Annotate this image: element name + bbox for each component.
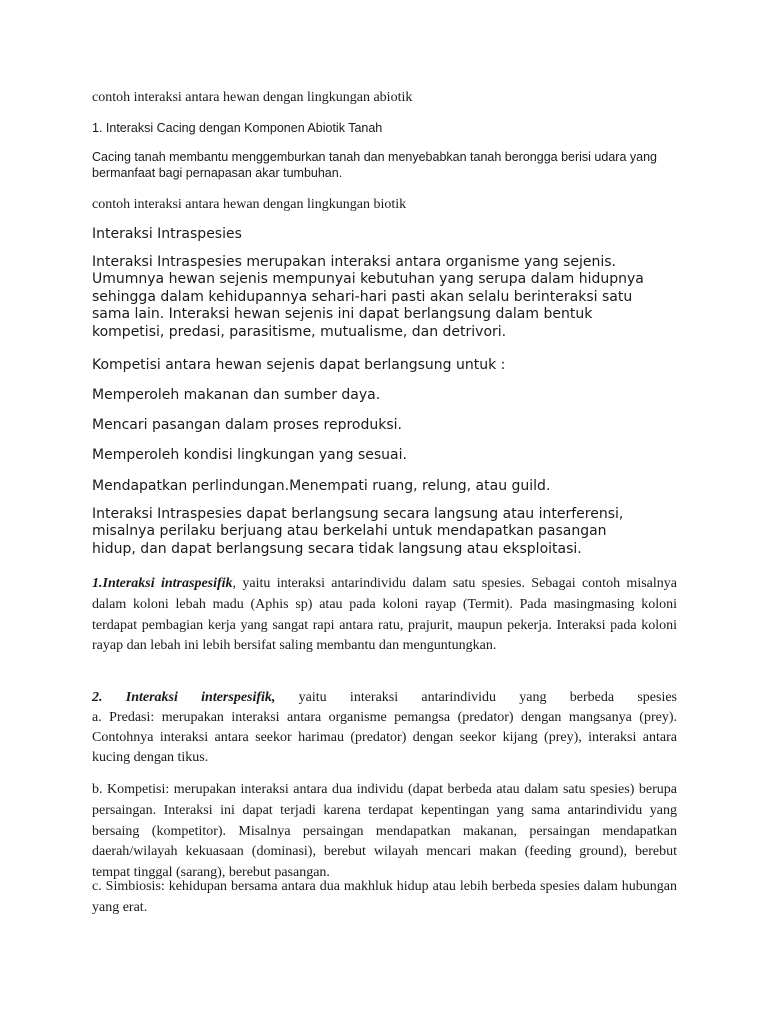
kompetisi-intro: Kompetisi antara hewan sejenis dapat berlangsung untuk : [92, 357, 506, 373]
kompetisi-item: Memperoleh kondisi lingkungan yang sesuai. [92, 447, 407, 463]
subheading-intraspesies: Interaksi Intraspesies [92, 226, 242, 242]
subheading-cacing: 1. Interaksi Cacing dengan Komponen Abiotik Tanah [92, 121, 383, 135]
kompetisi-item: Mencari pasangan dalam proses reproduksi. [92, 417, 402, 433]
intraspesifik-text: , yaitu interaksi antarindividu dalam satu spesies. Sebagai contoh misalnya dalam koloni lebah madu (Aphis sp) atau pada koloni rayap (Termit). Pada masingmasing koloni terdapat pembagian kerja yang sangat rapi antara ratu, prajurit, maupun pekerja. Interaksi pada koloni rayap dan lebah ini lebih bersifat saling membantu dan menguntungkan. [92, 576, 677, 654]
paragraph-kompetisi-b: b. Kompetisi: merupakan interaksi antara dua individu (dapat berbeda atau dalam satu spesies) berupa persaingan. Interaksi ini dapat terjadi karena terdapat kepentingan yang sama antarindividu yang bersaing (kompetitor). Misalnya persaingan mendapatkan makanan, persaingan mendapatkan daerah/wilayah kekuasaan (dominasi), berebut wilayah mencari makan (feeding ground), berebut tempat tinggal (sarang), berebut pasangan. [92, 782, 677, 881]
paragraph-intraspesifik [92, 574, 677, 657]
interspesifik-text: yaitu interaksi antarindividu yang berbeda spesies [275, 690, 677, 705]
kompetisi-item: Memperoleh makanan dan sumber daya. [92, 387, 381, 403]
term-interspesifik: 2. Interaksi interspesifik, [92, 690, 276, 705]
heading-biotik: contoh interaksi antara hewan dengan lingkungan biotik [92, 197, 407, 212]
heading-abiotik: contoh interaksi antara hewan dengan lingkungan abiotik [92, 90, 413, 105]
paragraph-interspesifik [92, 688, 677, 708]
paragraph-intraspesies: Interaksi Intraspesies merupakan interaksi antara organisme yang sejenis. Umumnya hewan sejenis mempunyai kebutuhan yang serupa dalam hidupnya sehingga dalam kehidupannya sehari-hari pasti akan selalu berinteraksi satu sama lain. Interaksi hewan sejenis ini dapat berlangsung dalam bentuk kompetisi, predasi, parasitisme, mutualisme, dan detrivori. [92, 254, 644, 340]
kompetisi-item: Mendapatkan perlindungan.Menempati ruang, relung, atau guild. [92, 478, 551, 494]
term-intraspesifik: 1.Interaksi intraspesifik [92, 576, 233, 591]
paragraph-predasi: a. Predasi: merupakan interaksi antara organisme pemangsa (predator) dengan mangsanya (prey). Contohnya interaksi antara seekor harimau (predator) dengan seekor kijang (prey), interaksi antara kucing dengan tikus. [92, 710, 677, 765]
paragraph-cacing: Cacing tanah membantu menggemburkan tanah dan menyebabkan tanah berongga berisi udara yang bermanfaat bagi pernapasan akar tumbuhan. [92, 150, 657, 180]
paragraph-simbiosis: c. Simbiosis: kehidupan bersama antara dua makhluk hidup atau lebih berbeda spesies dalam hubungan yang erat. [92, 879, 677, 915]
paragraph-langsung: Interaksi Intraspesies dapat berlangsung secara langsung atau interferensi, misalnya perilaku berjuang atau berkelahi untuk mendapatkan pasangan hidup, dan dapat berlangsung secara tidak langsung atau eksploitasi. [92, 506, 624, 557]
